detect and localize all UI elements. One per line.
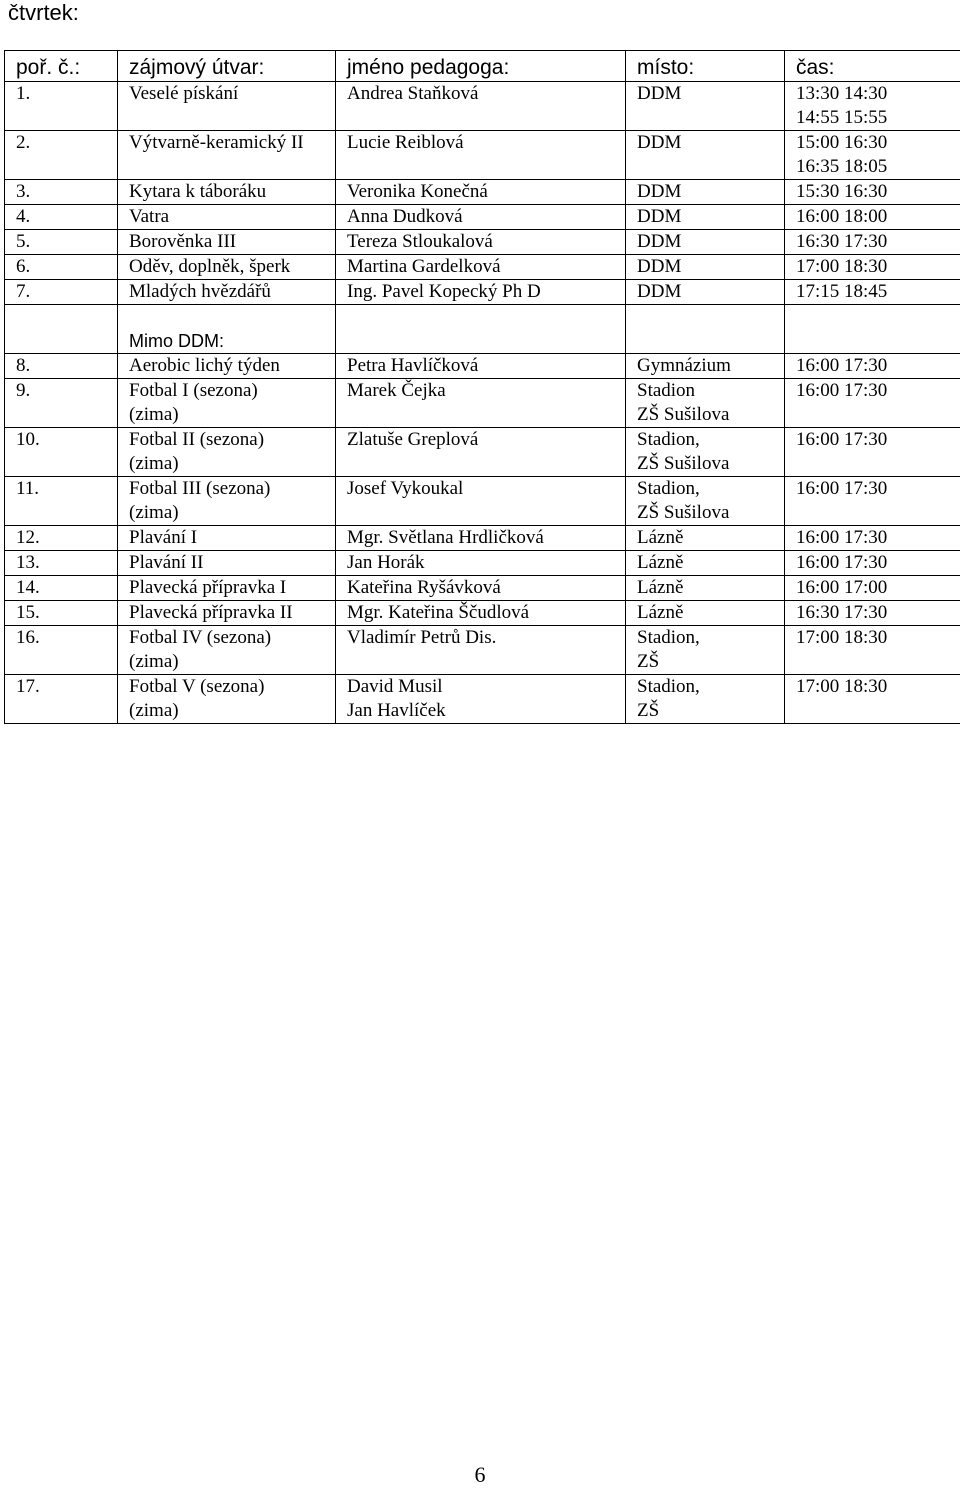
row-time-cell (785, 230, 960, 255)
header-cell-place: místo: (626, 51, 785, 82)
row-time-line: 14:55 15:55 (796, 106, 960, 130)
row-number-cell: 4. (5, 205, 118, 230)
row-time-line: 16:00 17:30 (796, 477, 960, 501)
row-time-line: 15:30 16:30 (796, 180, 960, 204)
row-teacher-line: David Musil (347, 675, 625, 699)
row-time-line: 16:00 17:30 (796, 354, 960, 378)
row-time-line: 16:00 17:30 (796, 526, 960, 550)
row-place-cell (626, 675, 785, 724)
row-activity-cell (118, 280, 336, 305)
row-activity-line: (zima) (129, 452, 335, 476)
table-row (5, 551, 960, 576)
row-time-cell (785, 205, 960, 230)
row-place-line: ZŠ (637, 699, 784, 723)
page-heading: čtvrtek: (8, 0, 79, 26)
row-place-cell (626, 576, 785, 601)
row-time-cell (785, 601, 960, 626)
row-activity-line: (zima) (129, 650, 335, 674)
table-row (5, 576, 960, 601)
row-place-line: Lázně (637, 601, 784, 625)
row-activity-line: Fotbal V (sezona) (129, 675, 335, 699)
row-place-cell (626, 255, 785, 280)
table-row (5, 131, 960, 180)
row-place-line: ZŠ Sušilova (637, 452, 784, 476)
row-place-line: Stadion (637, 379, 784, 403)
row-teacher-cell (336, 205, 626, 230)
row-activity-cell (118, 255, 336, 280)
row-activity-line: Borověnka III (129, 230, 335, 254)
row-activity-line: Fotbal II (sezona) (129, 428, 335, 452)
row-teacher-cell (336, 230, 626, 255)
row-teacher-cell (336, 428, 626, 477)
table-row (5, 526, 960, 551)
row-number-cell: 7. (5, 280, 118, 305)
row-place-line: DDM (637, 82, 784, 106)
row-place-cell (626, 230, 785, 255)
row-activity-cell (118, 675, 336, 724)
row-place-line: ZŠ (637, 650, 784, 674)
row-activity-line: Plavání II (129, 551, 335, 575)
row-number-cell: 5. (5, 230, 118, 255)
row-time-line: 17:00 18:30 (796, 675, 960, 699)
separator-cell (5, 305, 118, 354)
row-activity-line: Mladých hvězdářů (129, 280, 335, 304)
row-teacher-line: Zlatuše Greplová (347, 428, 625, 452)
row-time-cell (785, 131, 960, 180)
row-time-line: 16:35 18:05 (796, 155, 960, 179)
section-separator-row (5, 305, 960, 354)
row-place-line: ZŠ Sušilova (637, 403, 784, 427)
row-activity-line: (zima) (129, 403, 335, 427)
row-teacher-cell (336, 526, 626, 551)
table-row (5, 675, 960, 724)
row-activity-cell (118, 82, 336, 131)
row-place-cell (626, 551, 785, 576)
table-row (5, 354, 960, 379)
header-cell-teacher: jméno pedagoga: (336, 51, 626, 82)
row-place-line: DDM (637, 180, 784, 204)
row-number-cell: 15. (5, 601, 118, 626)
row-activity-cell (118, 477, 336, 526)
table-row (5, 601, 960, 626)
row-activity-line: Fotbal IV (sezona) (129, 626, 335, 650)
row-place-cell (626, 477, 785, 526)
row-activity-cell (118, 379, 336, 428)
row-teacher-cell (336, 576, 626, 601)
row-place-cell (626, 354, 785, 379)
table-row (5, 477, 960, 526)
row-number-cell: 9. (5, 379, 118, 428)
header-cell-number: poř. č.: (5, 51, 118, 82)
row-time-cell (785, 626, 960, 675)
row-activity-line: Oděv, doplněk, šperk (129, 255, 335, 279)
row-activity-line: Plavecká přípravka II (129, 601, 335, 625)
row-teacher-cell (336, 551, 626, 576)
section-label: Mimo DDM: (129, 329, 335, 353)
row-number-cell: 3. (5, 180, 118, 205)
row-number-cell: 10. (5, 428, 118, 477)
row-teacher-line: Anna Dudková (347, 205, 625, 229)
row-place-line: Stadion, (637, 626, 784, 650)
table-row (5, 82, 960, 131)
table-row (5, 379, 960, 428)
row-activity-cell (118, 576, 336, 601)
row-time-cell (785, 280, 960, 305)
row-teacher-line: Mgr. Světlana Hrdličková (347, 526, 625, 550)
row-activity-cell (118, 205, 336, 230)
row-teacher-line: Veronika Konečná (347, 180, 625, 204)
schedule-table-body (5, 51, 960, 724)
row-teacher-line: Vladimír Petrů Dis. (347, 626, 625, 650)
row-place-cell (626, 428, 785, 477)
row-teacher-cell (336, 280, 626, 305)
row-activity-line: Fotbal I (sezona) (129, 379, 335, 403)
row-teacher-cell (336, 379, 626, 428)
row-activity-cell (118, 601, 336, 626)
row-number-cell: 16. (5, 626, 118, 675)
row-teacher-line: Martina Gardelková (347, 255, 625, 279)
separator-cell (336, 305, 626, 354)
header-cell-activity: zájmový útvar: (118, 51, 336, 82)
separator-cell (118, 305, 336, 354)
row-place-cell (626, 82, 785, 131)
row-number-cell: 17. (5, 675, 118, 724)
row-time-line: 15:00 16:30 (796, 131, 960, 155)
table-row (5, 280, 960, 305)
row-place-line: ZŠ Sušilova (637, 501, 784, 525)
table-row (5, 205, 960, 230)
row-place-line: DDM (637, 131, 784, 155)
row-teacher-line: Ing. Pavel Kopecký Ph D (347, 280, 625, 304)
row-activity-line: Veselé pískání (129, 82, 335, 106)
schedule-table (4, 50, 960, 724)
row-time-line: 16:00 17:00 (796, 576, 960, 600)
row-teacher-cell (336, 180, 626, 205)
row-place-line: Stadion, (637, 675, 784, 699)
row-time-cell (785, 551, 960, 576)
table-row (5, 626, 960, 675)
row-activity-cell (118, 131, 336, 180)
row-teacher-cell (336, 82, 626, 131)
row-teacher-line: Tereza Stloukalová (347, 230, 625, 254)
separator-cell (626, 305, 785, 354)
row-activity-line: (zima) (129, 501, 335, 525)
row-time-cell (785, 379, 960, 428)
row-teacher-line: Josef Vykoukal (347, 477, 625, 501)
row-activity-cell (118, 354, 336, 379)
row-place-line: DDM (637, 205, 784, 229)
row-place-line: Lázně (637, 576, 784, 600)
row-place-cell (626, 626, 785, 675)
row-place-line: DDM (637, 230, 784, 254)
row-number-cell: 13. (5, 551, 118, 576)
row-teacher-line: Jan Horák (347, 551, 625, 575)
row-activity-cell (118, 551, 336, 576)
row-number-cell: 8. (5, 354, 118, 379)
row-place-line: DDM (637, 255, 784, 279)
row-time-cell (785, 428, 960, 477)
table-row (5, 255, 960, 280)
separator-cell (785, 305, 960, 354)
row-teacher-line: Kateřina Ryšávková (347, 576, 625, 600)
row-time-cell (785, 526, 960, 551)
row-place-cell (626, 280, 785, 305)
row-time-cell (785, 354, 960, 379)
row-teacher-cell (336, 354, 626, 379)
row-time-line: 17:15 18:45 (796, 280, 960, 304)
row-time-cell (785, 477, 960, 526)
row-place-cell (626, 379, 785, 428)
table-header-row (5, 51, 960, 82)
row-number-cell: 12. (5, 526, 118, 551)
row-activity-cell (118, 526, 336, 551)
row-teacher-cell (336, 601, 626, 626)
row-number-cell: 6. (5, 255, 118, 280)
row-time-cell (785, 255, 960, 280)
row-place-cell (626, 180, 785, 205)
row-place-line: Stadion, (637, 428, 784, 452)
row-teacher-line: Lucie Reiblová (347, 131, 625, 155)
row-teacher-line: Petra Havlíčková (347, 354, 625, 378)
row-activity-line: Fotbal III (sezona) (129, 477, 335, 501)
row-activity-cell (118, 626, 336, 675)
row-time-line: 13:30 14:30 (796, 82, 960, 106)
row-activity-cell (118, 428, 336, 477)
row-activity-line: Kytara k táboráku (129, 180, 335, 204)
row-place-cell (626, 526, 785, 551)
row-teacher-cell (336, 255, 626, 280)
row-place-cell (626, 131, 785, 180)
table-row (5, 428, 960, 477)
table-row (5, 180, 960, 205)
row-time-cell (785, 675, 960, 724)
row-activity-line: Aerobic lichý týden (129, 354, 335, 378)
row-time-line: 17:00 18:30 (796, 255, 960, 279)
row-number-cell: 11. (5, 477, 118, 526)
row-activity-line: Vatra (129, 205, 335, 229)
row-activity-line: Plavecká přípravka I (129, 576, 335, 600)
row-place-cell (626, 601, 785, 626)
row-time-cell (785, 576, 960, 601)
row-time-line: 16:30 17:30 (796, 230, 960, 254)
row-time-line: 16:00 17:30 (796, 551, 960, 575)
row-teacher-line: Jan Havlíček (347, 699, 625, 723)
row-number-cell: 14. (5, 576, 118, 601)
row-place-cell (626, 205, 785, 230)
row-teacher-cell (336, 626, 626, 675)
row-activity-line: Výtvarně-keramický II (129, 131, 335, 155)
row-time-line: 16:00 17:30 (796, 428, 960, 452)
header-cell-time: čas: (785, 51, 960, 82)
row-teacher-line: Marek Čejka (347, 379, 625, 403)
row-time-line: 16:30 17:30 (796, 601, 960, 625)
row-place-line: Lázně (637, 551, 784, 575)
page-number: 6 (0, 1462, 960, 1488)
row-time-line: 17:00 18:30 (796, 626, 960, 650)
row-teacher-cell (336, 477, 626, 526)
row-time-line: 16:00 17:30 (796, 379, 960, 403)
row-place-line: Lázně (637, 526, 784, 550)
row-place-line: DDM (637, 280, 784, 304)
row-teacher-cell (336, 131, 626, 180)
row-place-line: Stadion, (637, 477, 784, 501)
row-time-line: 16:00 18:00 (796, 205, 960, 229)
row-time-cell (785, 180, 960, 205)
row-activity-cell (118, 230, 336, 255)
row-number-cell: 2. (5, 131, 118, 180)
row-teacher-cell (336, 675, 626, 724)
row-time-cell (785, 82, 960, 131)
row-teacher-line: Andrea Staňková (347, 82, 625, 106)
row-activity-cell (118, 180, 336, 205)
row-activity-line: Plavání I (129, 526, 335, 550)
row-activity-line: (zima) (129, 699, 335, 723)
row-number-cell: 1. (5, 82, 118, 131)
row-teacher-line: Mgr. Kateřina Ščudlová (347, 601, 625, 625)
table-row (5, 230, 960, 255)
row-place-line: Gymnázium (637, 354, 784, 378)
